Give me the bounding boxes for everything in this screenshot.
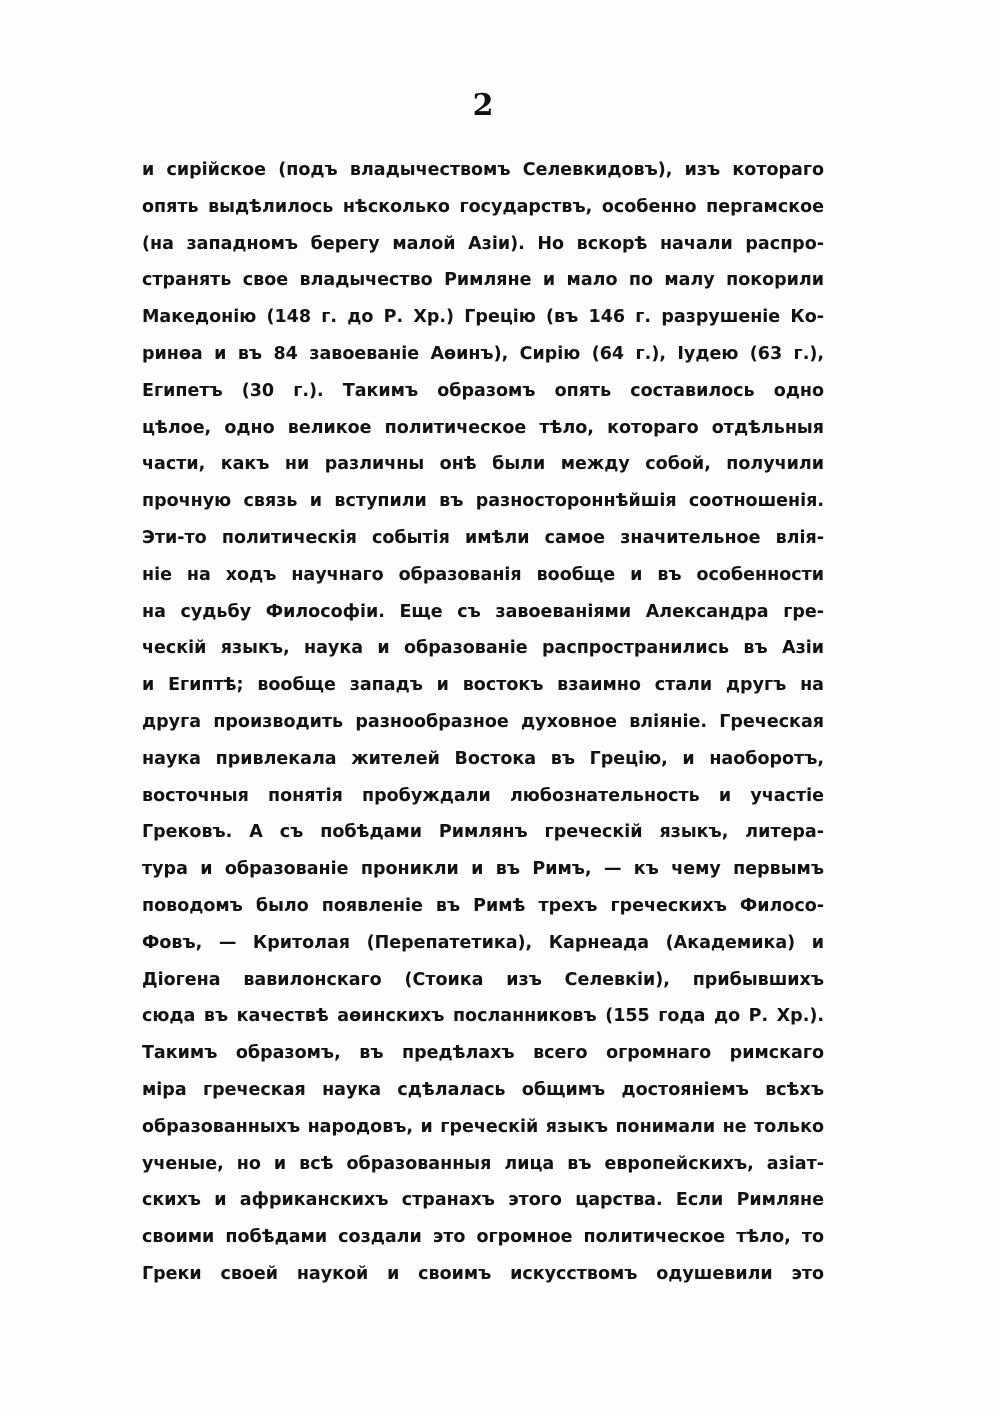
text-line: части, какъ ни различны онѣ были между собой, получили [142, 454, 824, 475]
text-line: восточныя понятія пробуждали любознательность и участіе [142, 785, 824, 806]
text-line: Эти-то политическія событія имѣли самое значительное влія- [142, 527, 824, 548]
text-line: Діогена вавилонскаго (Стоика изъ Селевкіи), прибывшихъ [142, 969, 824, 990]
text-line: Фовъ, — Критолая (Перепатетика), Карнеада (Академика) и [142, 932, 824, 953]
page-number: 2 [472, 88, 494, 123]
text-line: міра греческая наука сдѣлалась общимъ достояніемъ всѣхъ [142, 1079, 824, 1100]
text-line: странять свое владычество Римляне и мало по малу покорили [142, 270, 824, 291]
text-line: образованныхъ народовъ, и греческій языкъ понимали не только [142, 1116, 824, 1137]
body-text [142, 152, 824, 1293]
text-line: тура и образованіе проникли и въ Римъ, — къ чему первымъ [142, 859, 824, 880]
text-line: скихъ и африканскихъ странахъ этого царства. Если Римляне [142, 1190, 824, 1211]
text-line: своими побѣдами создали это огромное политическое тѣло, то [142, 1227, 824, 1248]
text-line: друга производить разнообразное духовное вліяніе. Греческая [142, 711, 824, 732]
text-line: прочную связь и вступили въ разностороннѣйшія соотношенія. [142, 491, 824, 512]
text-line: ніе на ходъ научнаго образованія вообще и въ особенности [142, 564, 824, 585]
text-line: сюда въ качествѣ аѳинскихъ посланниковъ (155 года до Р. Хр.). [142, 1006, 824, 1027]
text-line: на судьбу Философіи. Еще съ завоеваніями Александра гре- [142, 601, 824, 622]
text-line: Такимъ образомъ, въ предѣлахъ всего огромнаго римскаго [142, 1043, 824, 1064]
text-line: наука привлекала жителей Востока въ Грецію, и наоборотъ, [142, 748, 824, 769]
text-line: поводомъ было появленіе въ Римѣ трехъ греческихъ Филосо- [142, 895, 824, 916]
text-line: Греки своей наукой и своимъ искусствомъ одушевили это [142, 1263, 824, 1284]
text-line: и сирійское (подъ владычествомъ Селевкидовъ), изъ котораго [142, 160, 824, 180]
text-line: ученые, но и всѣ образованныя лица въ европейскихъ, азіат- [142, 1153, 824, 1174]
text-line: Грековъ. А съ побѣдами Римлянъ греческій языкъ, литера- [142, 822, 824, 843]
text-line: ринѳа и въ 84 завоеваніе Аѳинъ), Сирію (64 г.), Іудею (63 г.), [142, 343, 824, 364]
text-line: ческій языкъ, наука и образованіе распространились въ Азіи [142, 638, 824, 659]
text-line: опять выдѣлилось нѣсколько государствъ, особенно пергамское [142, 196, 824, 217]
text-line: цѣлое, одно великое политическое тѣло, котораго отдѣльныя [142, 417, 824, 438]
text-line: и Египтѣ; вообще западъ и востокъ взаимно стали другъ на [142, 675, 824, 696]
text-line: Македонію (148 г. до Р. Хр.) Грецію (въ 146 г. разрушеніе Ко- [142, 307, 824, 328]
text-line: (на западномъ берегу малой Азіи). Но вскорѣ начали распро- [142, 233, 824, 254]
text-line: Египетъ (30 г.). Такимъ образомъ опять составилось одно [142, 380, 824, 401]
